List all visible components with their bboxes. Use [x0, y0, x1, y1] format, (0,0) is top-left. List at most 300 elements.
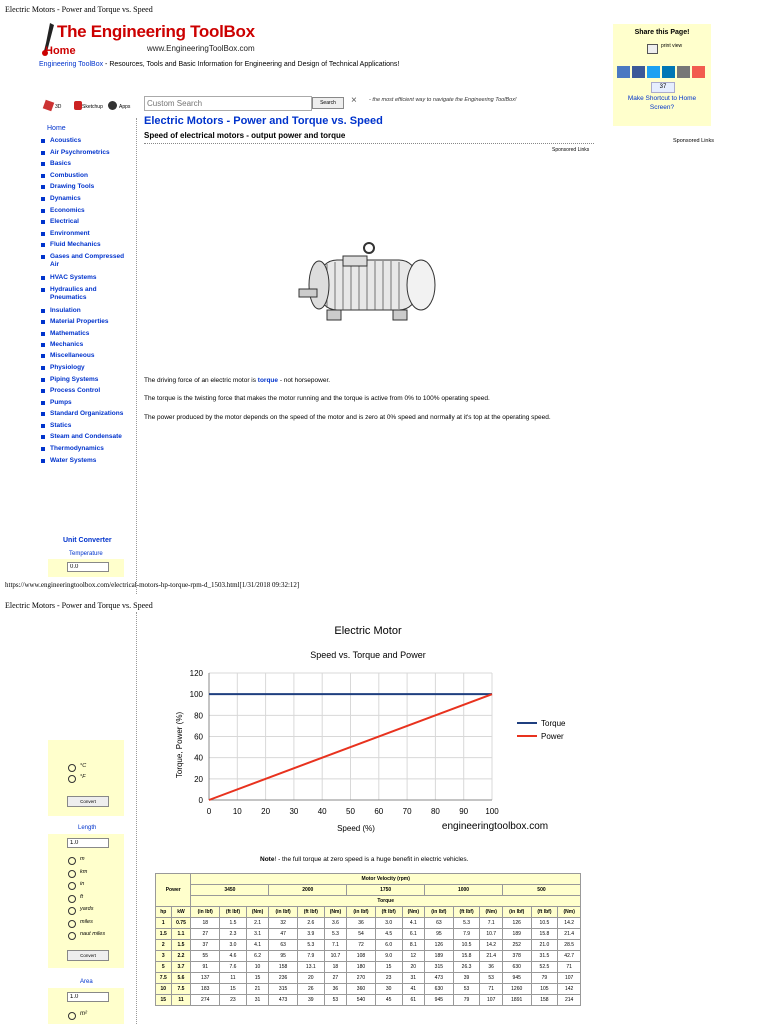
note-paragraph	[260, 856, 468, 863]
table-header-unit: (Nm)	[480, 907, 502, 918]
sponsored-links-right: Sponsored Links	[673, 138, 714, 144]
table-cell: 2.6	[297, 918, 324, 929]
speed-torque-power-chart	[160, 615, 600, 845]
sidebar-bullet-icon	[41, 288, 45, 292]
table-cell: 7.1	[324, 940, 346, 951]
table-cell: 1	[156, 918, 172, 929]
twitter-icon[interactable]	[647, 66, 660, 78]
pencil-3d-icon[interactable]	[43, 100, 55, 112]
print-view-link[interactable]: print view	[661, 43, 683, 49]
table-cell: 1.5	[156, 929, 172, 940]
sidebar-bullet-icon	[41, 401, 45, 405]
table-cell: 95	[425, 929, 454, 940]
search-tagline: - the most efficient way to navigate the Engineering ToolBox!	[369, 97, 517, 103]
table-cell: 20	[297, 973, 324, 984]
sidebar-item-acoustics[interactable]: Acoustics	[50, 137, 82, 144]
table-row	[156, 962, 581, 973]
table-cell: 158	[269, 962, 298, 973]
table-cell: 15	[246, 973, 268, 984]
table-cell: 18	[191, 918, 220, 929]
table-cell: 1891	[502, 995, 531, 1006]
sidebar-item-mechanics[interactable]: Mechanics	[50, 341, 84, 348]
torque-link[interactable]: torque	[257, 377, 279, 384]
sidebar-item-statics[interactable]: Statics	[50, 422, 72, 429]
temperature-unit-label: °F	[80, 774, 86, 780]
table-header-unit: (in lbf)	[425, 907, 454, 918]
table-cell: 23	[375, 973, 402, 984]
length-unit-label: m	[80, 856, 85, 862]
chart-y-tick-label: 40	[194, 753, 203, 763]
p1-text: The driving force of an electric motor is	[144, 377, 258, 384]
table-header-unit: (ft lbf)	[453, 907, 480, 918]
length-radio[interactable]	[68, 882, 76, 890]
table-cell: 1260	[502, 984, 531, 995]
table-header-unit: (Nm)	[402, 907, 424, 918]
sidebar-item-dynamics[interactable]: Dynamics	[50, 195, 81, 202]
share-count: 37	[651, 82, 675, 93]
table-cell: 137	[191, 973, 220, 984]
length-radio[interactable]	[68, 870, 76, 878]
sidebar-bullet-icon	[41, 309, 45, 313]
table-header-speed: 1750	[347, 885, 425, 896]
paragraph-2: The torque is the twisting force that makes the motor running and the torque is active from 0% to 100% operating speed.	[144, 395, 490, 402]
table-cell: 630	[502, 962, 531, 973]
table-cell: 42.7	[558, 951, 581, 962]
print-header-title: Electric Motors - Power and Torque vs. Speed	[5, 5, 153, 14]
table-cell: 1.1	[171, 929, 191, 940]
table-row	[156, 929, 581, 940]
chart-y-tick-label: 60	[194, 732, 203, 742]
temperature-convert-button[interactable]: Convert	[67, 796, 109, 807]
sidebar-bullet-icon	[41, 320, 45, 324]
site-tagline	[39, 61, 399, 68]
table-cell: 214	[558, 995, 581, 1006]
table-cell: 315	[425, 962, 454, 973]
sidebar-bullet-icon	[41, 389, 45, 393]
chart-subtitle: Speed vs. Torque and Power	[310, 650, 426, 660]
chart-x-tick-label: 80	[430, 807, 440, 816]
table-cell: 9.0	[375, 951, 402, 962]
temperature-input[interactable]	[67, 562, 109, 572]
table-cell: 26	[297, 984, 324, 995]
table-header-torque: Torque	[191, 896, 581, 907]
share-title: Share this Page!	[634, 29, 690, 36]
sidebar-item-economics[interactable]: Economics	[50, 207, 85, 214]
table-cell: 105	[531, 984, 558, 995]
table-cell: 53	[453, 984, 480, 995]
table-cell: 91	[191, 962, 220, 973]
table-cell: 3	[156, 951, 172, 962]
chart-title: Electric Motor	[334, 625, 402, 637]
sponsored-links-main: Sponsored Links	[552, 147, 590, 153]
sidebar-bullet-icon	[41, 378, 45, 382]
table-cell: 10.7	[480, 929, 502, 940]
table-cell: 5	[156, 962, 172, 973]
table-cell: 107	[480, 995, 502, 1006]
table-cell: 274	[191, 995, 220, 1006]
table-cell: 2.2	[171, 951, 191, 962]
search-input[interactable]	[144, 96, 312, 111]
sketchup-icon[interactable]	[74, 101, 82, 110]
temperature-radio[interactable]	[68, 775, 76, 783]
table-cell: 378	[502, 951, 531, 962]
table-cell: 540	[347, 995, 376, 1006]
table-cell: 5.6	[171, 973, 191, 984]
table-cell: 30	[375, 984, 402, 995]
table-cell: 126	[502, 918, 531, 929]
table-cell: 15	[220, 984, 247, 995]
length-convert-button[interactable]: Convert	[67, 950, 109, 961]
table-header-unit: (Nm)	[246, 907, 268, 918]
table-cell: 23	[220, 995, 247, 1006]
table-cell: 945	[502, 973, 531, 984]
social-share-buttons	[617, 66, 707, 78]
length-unit-label: miles	[80, 918, 93, 925]
sidebar-item-combustion[interactable]: Combustion	[50, 172, 88, 179]
table-cell: 10	[246, 962, 268, 973]
more-share-icon[interactable]	[692, 66, 705, 78]
chart-x-tick-label: 0	[206, 807, 212, 816]
table-cell: 0.75	[171, 918, 191, 929]
table-cell: 27	[324, 973, 346, 984]
table-cell: 21.0	[531, 940, 558, 951]
table-cell: 28.5	[558, 940, 581, 951]
print-footer-url: https://www.engineeringtoolbox.com/electrical-motors-hp-torque-rpm-d_1503.html[1/31/2018 09:32:12]	[5, 581, 300, 589]
table-cell: 4.5	[375, 929, 402, 940]
table-cell: 53	[480, 973, 502, 984]
table-cell: 945	[425, 995, 454, 1006]
table-cell: 3.1	[246, 929, 268, 940]
table-cell: 79	[453, 995, 480, 1006]
table-cell: 4.6	[220, 951, 247, 962]
table-cell: 47	[269, 929, 298, 940]
sidebar-bullet-icon	[41, 424, 45, 428]
table-header-row	[156, 896, 581, 907]
table-cell: 31.5	[531, 951, 558, 962]
table-cell: 10.7	[324, 951, 346, 962]
toolbar-apps-label[interactable]: Apps	[119, 104, 131, 110]
sidebar-bullet-icon	[41, 255, 45, 259]
table-cell: 4.1	[246, 940, 268, 951]
table-cell: 52.5	[531, 962, 558, 973]
length-input[interactable]	[67, 838, 109, 848]
table-cell: 107	[558, 973, 581, 984]
table-cell: 79	[531, 973, 558, 984]
sidebar-item-process-control[interactable]: Process Control	[50, 387, 101, 394]
table-cell: 189	[502, 929, 531, 940]
table-cell: 630	[425, 984, 454, 995]
sidebar-item-physiology[interactable]: Physiology	[50, 364, 85, 371]
table-cell: 6.2	[246, 951, 268, 962]
chart-y-tick-label: 0	[198, 796, 203, 805]
sidebar-item-environment[interactable]: Environment	[50, 230, 90, 237]
toolbar-3d-label[interactable]: 3D	[55, 104, 62, 110]
p1-text-end: - not horsepower.	[278, 377, 331, 384]
table-cell: 7.1	[480, 918, 502, 929]
logo-home-link[interactable]: Home	[45, 45, 76, 57]
sidebar-bullet-icon	[41, 220, 45, 224]
sidebar-bullet-icon	[41, 243, 45, 247]
table-row	[156, 984, 581, 995]
table-cell: 15	[375, 962, 402, 973]
area-input[interactable]	[67, 992, 109, 1002]
chart-x-tick-label: 70	[402, 807, 412, 816]
sidebar-bullet-icon	[41, 209, 45, 213]
length-unit-label: km	[80, 868, 88, 875]
sidebar-item-steam-and-condensate[interactable]: Steam and Condensate	[50, 433, 122, 440]
table-header-unit: (in lbf)	[191, 907, 220, 918]
length-unit-label: naut miles	[80, 931, 106, 937]
table-cell: 473	[425, 973, 454, 984]
table-cell: 108	[347, 951, 376, 962]
linkedin-icon[interactable]	[662, 66, 675, 78]
table-cell: 3.0	[375, 918, 402, 929]
table-cell: 6.0	[375, 940, 402, 951]
sidebar-bullet-icon	[41, 447, 45, 451]
sidebar-bullet-icon	[41, 197, 45, 201]
sidebar-bullet-icon	[41, 151, 45, 155]
length-radio[interactable]	[68, 895, 76, 903]
table-cell: 21.4	[558, 929, 581, 940]
sidebar-item-basics[interactable]: Basics	[50, 160, 71, 167]
electric-motor-image	[297, 238, 441, 334]
length-radio[interactable]	[68, 932, 76, 940]
length-radio[interactable]	[68, 907, 76, 915]
sidebar-bullet-icon	[41, 139, 45, 143]
table-header-unit: (ft lbf)	[375, 907, 402, 918]
tagline-text: - Resources, Tools and Basic Information for Engineering and Design of Technical Applications!	[103, 61, 400, 68]
table-cell: 31	[402, 973, 424, 984]
note-bold: Note	[260, 856, 275, 863]
share-panel	[613, 24, 711, 126]
table-cell: 2.1	[246, 918, 268, 929]
paragraph-1	[144, 377, 604, 384]
table-cell: 53	[324, 995, 346, 1006]
table-cell: 158	[531, 995, 558, 1006]
chart-x-tick-label: 40	[317, 807, 327, 816]
table-cell: 236	[269, 973, 298, 984]
sidebar-item-hydraulics-and-pneumatics[interactable]: Hydraulics and Pneumatics	[50, 286, 97, 301]
table-cell: 15	[156, 995, 172, 1006]
table-cell: 10	[156, 984, 172, 995]
converter-area-label: Area	[80, 979, 93, 985]
table-cell: 95	[269, 951, 298, 962]
table-cell: 11	[220, 973, 247, 984]
table-row	[156, 918, 581, 929]
table-cell: 55	[191, 951, 220, 962]
length-unit-label: yards	[80, 906, 94, 912]
motor-torque-table-wrapper	[155, 873, 581, 1006]
area-radio-m2[interactable]	[68, 1012, 76, 1020]
sidebar-item-hvac-systems[interactable]: HVAC Systems	[50, 274, 97, 281]
sidebar-bullet-icon	[41, 332, 45, 336]
chart-x-tick-label: 100	[485, 807, 499, 816]
table-cell: 71	[558, 962, 581, 973]
sidebar-item-fluid-mechanics[interactable]: Fluid Mechanics	[50, 241, 101, 248]
area-unit-m2: m²	[80, 1011, 87, 1017]
table-row	[156, 995, 581, 1006]
table-header-power: Power	[156, 874, 191, 907]
table-cell: 37	[191, 940, 220, 951]
printer-icon[interactable]	[647, 44, 658, 54]
table-cell: 360	[347, 984, 376, 995]
tagline-home-link[interactable]: Engineering ToolBox	[39, 61, 104, 68]
table-cell: 31	[246, 995, 268, 1006]
table-header-row	[156, 907, 581, 918]
table-header-speed: 3450	[191, 885, 269, 896]
table-cell: 3.0	[220, 940, 247, 951]
length-radio[interactable]	[68, 920, 76, 928]
table-header-hp: hp	[156, 907, 172, 918]
table-cell: 10.5	[531, 918, 558, 929]
sidebar-item-thermodynamics[interactable]: Thermodynamics	[50, 445, 104, 452]
table-cell: 5.3	[297, 940, 324, 951]
temperature-radio[interactable]	[68, 764, 76, 772]
chart-y-tick-label: 80	[194, 711, 203, 721]
table-header-unit: (in lbf)	[502, 907, 531, 918]
page-title: Electric Motors - Power and Torque vs. Speed	[144, 115, 383, 127]
table-cell: 11	[171, 995, 191, 1006]
table-cell: 12	[402, 951, 424, 962]
sidebar-item-miscellaneous[interactable]: Miscellaneous	[50, 352, 95, 359]
temperature-unit-label: °C	[80, 763, 87, 769]
chart-ticks	[190, 669, 500, 816]
table-cell: 54	[347, 929, 376, 940]
table-cell: 21	[246, 984, 268, 995]
table-header-unit: (Nm)	[324, 907, 346, 918]
length-radio[interactable]	[68, 857, 76, 865]
table-cell: 36	[347, 918, 376, 929]
table-cell: 3.9	[297, 929, 324, 940]
table-cell: 32	[269, 918, 298, 929]
table-cell: 5.3	[453, 918, 480, 929]
toolbar-sketchup-label[interactable]: Sketchup	[82, 104, 103, 110]
sidebar-bullet-icon	[41, 354, 45, 358]
chart-y-axis-label: Torque, Power (%)	[175, 711, 184, 779]
table-cell: 180	[347, 962, 376, 973]
sidebar-item-mathematics[interactable]: Mathematics	[50, 330, 90, 337]
table-header-kw: kW	[171, 907, 191, 918]
table-cell: 126	[425, 940, 454, 951]
table-cell: 20	[402, 962, 424, 973]
apps-icon[interactable]	[108, 101, 117, 110]
sidebar-item-material-properties[interactable]: Material Properties	[50, 318, 109, 325]
sidebar-item-electrical[interactable]: Electrical	[50, 218, 79, 225]
table-cell: 2.3	[220, 929, 247, 940]
length-unit-label: ft	[80, 893, 84, 900]
search-clear-icon[interactable]: ×	[351, 95, 357, 106]
sidebar-home-link[interactable]: Home	[47, 125, 66, 132]
sidebar-bullet-icon	[41, 412, 45, 416]
table-cell: 13.1	[297, 962, 324, 973]
table-cell: 183	[191, 984, 220, 995]
table-cell: 39	[453, 973, 480, 984]
make-shortcut-link[interactable]: Make Shortcut to Home Screen?	[627, 95, 697, 111]
legend-label-power: Power	[541, 732, 564, 741]
table-cell: 5.3	[324, 929, 346, 940]
chart-x-tick-label: 90	[459, 807, 469, 816]
table-header-row	[156, 885, 581, 896]
table-cell: 7.5	[171, 984, 191, 995]
converter-length-box	[48, 834, 124, 968]
table-cell: 3.7	[171, 962, 191, 973]
chart-y-tick-label: 20	[194, 774, 203, 784]
table-cell: 36	[324, 984, 346, 995]
site-logo-title[interactable]: The Engineering ToolBox	[57, 22, 255, 41]
table-header-row	[156, 874, 581, 885]
divider	[144, 143, 594, 144]
table-header-speed: 500	[502, 885, 580, 896]
table-header-unit: (ft lbf)	[297, 907, 324, 918]
table-cell: 7.6	[220, 962, 247, 973]
sidebar-item-gases-and-compressed-air[interactable]: Gases and Compressed Air	[50, 253, 125, 268]
email-icon[interactable]	[677, 66, 690, 78]
table-cell: 15.8	[453, 951, 480, 962]
sidebar-item-water-systems[interactable]: Water Systems	[50, 457, 97, 464]
table-header-unit: (ft lbf)	[531, 907, 558, 918]
table-header-speed: 2000	[269, 885, 347, 896]
table-cell: 41	[402, 984, 424, 995]
table-cell: 45	[375, 995, 402, 1006]
table-row	[156, 973, 581, 984]
table-header-unit: (ft lbf)	[220, 907, 247, 918]
table-cell: 36	[480, 962, 502, 973]
sidebar-item-pumps[interactable]: Pumps	[50, 399, 72, 406]
table-cell: 473	[269, 995, 298, 1006]
table-cell: 61	[402, 995, 424, 1006]
chart-x-axis-label: Speed (%)	[337, 824, 375, 833]
table-cell: 1.5	[171, 940, 191, 951]
table-cell: 21.4	[480, 951, 502, 962]
sidebar-bullet-icon	[41, 276, 45, 280]
sidebar-bullet-icon	[41, 343, 45, 347]
share-button-1[interactable]	[617, 66, 630, 78]
table-cell: 252	[502, 940, 531, 951]
sidebar-bullet-icon	[41, 435, 45, 439]
table-cell: 14.2	[558, 918, 581, 929]
sidebar-bullet-icon	[41, 232, 45, 236]
table-cell: 7.9	[453, 929, 480, 940]
sidebar-bullet-icon	[41, 185, 45, 189]
search-button[interactable]: Search	[312, 97, 344, 109]
facebook-icon[interactable]	[632, 66, 645, 78]
table-cell: 27	[191, 929, 220, 940]
sidebar-item-drawing-tools[interactable]: Drawing Tools	[50, 183, 95, 190]
table-cell: 63	[269, 940, 298, 951]
table-header-unit: (in lbf)	[269, 907, 298, 918]
chart-grid	[209, 673, 492, 800]
chart-y-tick-label: 100	[189, 690, 203, 700]
table-cell: 142	[558, 984, 581, 995]
sidebar-item-air-psychrometrics[interactable]: Air Psychrometrics	[50, 149, 110, 156]
sidebar-item-standard-organizations[interactable]: Standard Organizations	[50, 410, 124, 417]
sidebar-item-insulation[interactable]: Insulation	[50, 307, 81, 314]
sidebar-item-piping-systems[interactable]: Piping Systems	[50, 376, 99, 383]
table-cell: 14.2	[480, 940, 502, 951]
table-cell: 26.3	[453, 962, 480, 973]
table-cell: 189	[425, 951, 454, 962]
table-cell: 72	[347, 940, 376, 951]
logo-url: www.EngineeringToolBox.com	[147, 44, 255, 53]
table-row	[156, 940, 581, 951]
table-cell: 2	[156, 940, 172, 951]
length-unit-label: in	[80, 881, 85, 887]
table-cell: 4.1	[402, 918, 424, 929]
converter-temperature-label: Temperature	[69, 551, 103, 557]
table-cell: 7.9	[297, 951, 324, 962]
table-header-unit: (in lbf)	[347, 907, 376, 918]
note-text: ! - the full torque at zero speed is a huge benefit in electric vehicles.	[274, 856, 469, 863]
